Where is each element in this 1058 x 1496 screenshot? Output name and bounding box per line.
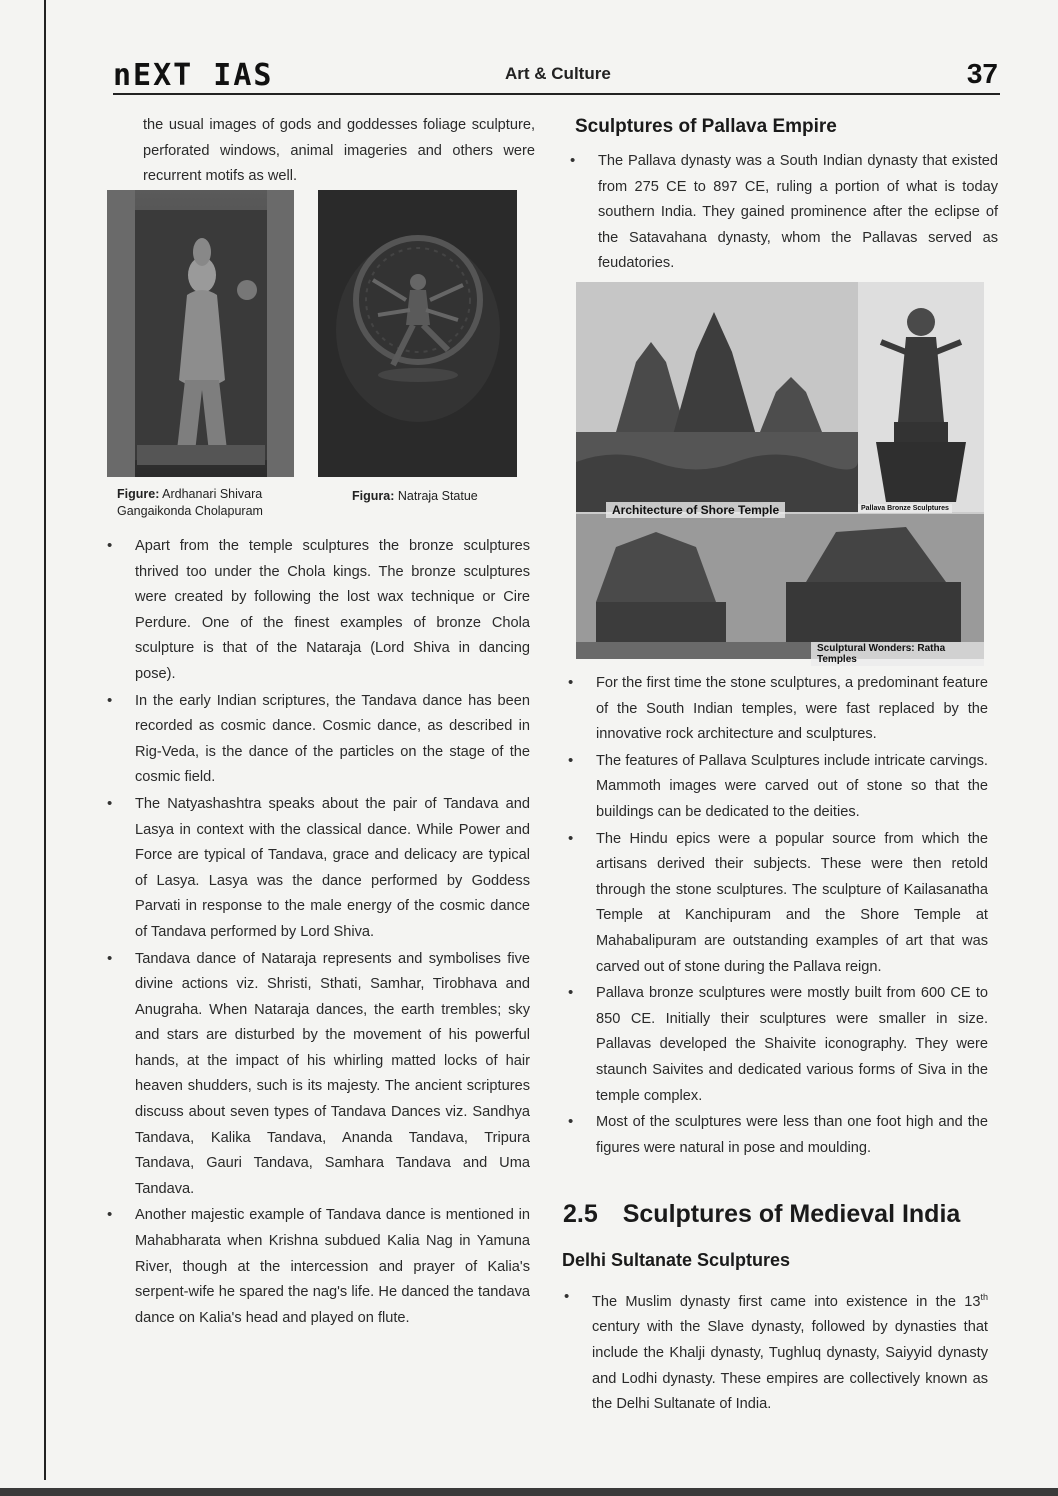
heading-delhi-sultanate: Delhi Sultanate Sculptures <box>562 1250 791 1270</box>
list-item: • The Hindu epics were a popular source from which the artisans derived their subjects. These were then retold through the stone sculptures. The sculpture of Kailasanatha Temple at Kanchipuram and the Shore Temple at Mahabalipuram are outstanding examples of art that was carved out of stone during the Pallava reign. <box>568 829 988 975</box>
list-item: • Tandava dance of Nataraja represents and symbolises five divine actions viz. Shristi, Sthati, Samhar, Tirobhava and Anugraha. When Nataraja dances, the earth trembles; sky and stars are disturbed by the movement of his powerful hands, at the impact of his whirling matted locks of hair heaven shudders, such is its majesty. The ancient scriptures discuss about seven types of Tandava Dances viz. Sandhya Tandava, Kalika Tandava, Ananda Tandava, Tripura Tandava, Gauri Tandava, Samhara Tandava and Uma Tandava. <box>107 949 530 1197</box>
natraja-statue-photo <box>318 190 517 477</box>
pallava-collage <box>576 282 984 665</box>
figure-label: Figure: <box>117 487 160 501</box>
bronze-sculptures-label: Pallava Bronze Sculptures <box>858 504 952 513</box>
list-item: • The Muslim dynasty first came into existence in the 13th century with the Slave dynasty, followed by dynasties that include the Khalji dynasty, Tughluq dynasty, Saiyyid dynasty and Lodhi dynasty. These empires are collectively known as the Delhi Sultanate of India. <box>564 1288 988 1413</box>
shore-temple-label: Architecture of Shore Temple <box>606 502 785 518</box>
pallava-bullet-list <box>566 671 988 1162</box>
section-heading-title: Sculptures of Medieval India <box>622 1200 961 1228</box>
ratha-temples-label: Sculptural Wonders: Ratha Temples <box>811 642 984 666</box>
section-heading <box>563 1200 960 1229</box>
left-bullet-list <box>105 534 530 1332</box>
heading-pallava: Sculptures of Pallava Empire <box>575 116 837 137</box>
page-header <box>113 58 998 92</box>
delhi-bullet-list <box>562 1285 988 1419</box>
figure-caption-natraja <box>352 488 532 505</box>
left-margin-rule <box>44 0 46 1480</box>
figure-caption-text: Ardhanari Shivara Gangaikonda Cholapuram <box>117 487 263 518</box>
figure-caption-text: Natraja Statue <box>397 489 478 503</box>
list-item: • Another majestic example of Tandava dance is mentioned in Mahabharata when Krishna subdued Kalia Nag in Yamuna River, though at the intercession and prayer of Kalia's serpent-wife he spared the nag's life. He danced the tandava dance on Kalia's head and played on flute. <box>107 1206 530 1326</box>
header-rule <box>113 93 1000 95</box>
bottom-edge <box>0 1488 1058 1496</box>
page-number: 37 <box>966 58 998 89</box>
pallava-intro-list <box>568 149 998 278</box>
section-number: 2.5 <box>563 1200 598 1228</box>
section-title: Art & Culture <box>505 64 611 83</box>
list-item: • Pallava bronze sculptures were mostly built from 600 CE to 850 CE. Initially their sculptures were smaller in size. Pallavas developed the Shaivite iconography. They were staunch Saivites and dedicated various forms of Siva in the temple complex. <box>568 984 988 1104</box>
list-item: • In the early Indian scriptures, the Tandava dance has been recorded as cosmic dance. Cosmic dance, as described in Rig-Veda, is the dance of the particles on the stage of the cosmic field. <box>107 691 530 786</box>
figure-label: Figura: <box>352 489 395 503</box>
list-item: • The Natyashashtra speaks about the pair of Tandava and Lasya in context with the classical dance. While Power and Force are typical of Tandava, grace and delicacy are typical of Lasya. Lasya was the dance performed by Goddess Parvati in response to the male energy of the cosmic dance of Tandava performed by Lord Shiva. <box>107 794 530 940</box>
figure-caption-ardhanari <box>117 486 327 520</box>
ardhanari-shivara-photo <box>107 190 294 477</box>
list-item: • For the first time the stone sculptures, a predominant feature of the South Indian temples, were fast replaced by the innovative rock architecture and sculptures. <box>568 674 988 743</box>
brand-logo: nEXT IAS <box>113 58 274 93</box>
list-item: • The features of Pallava Sculptures include intricate carvings. Mammoth images were carved out of stone so that the buildings can be dedicated to the deities. <box>568 751 988 820</box>
list-item: • The Pallava dynasty was a South Indian dynasty that existed from 275 CE to 897 CE, ruling a portion of what is today southern India. They gained prominence after the eclipse of the Satavahana dynasty, whom the Pallavas served as feudatories. <box>570 152 998 272</box>
list-item: • Apart from the temple sculptures the bronze sculptures thrived too under the Chola kings. The bronze sculptures were created by following the lost wax technique or Cire Perdure. One of the finest examples of bronze Chola sculpture is that of the Nataraja (Lord Shiva in dancing pose). <box>107 537 530 682</box>
intro-paragraph: the usual images of gods and goddesses foliage sculpture, perforated windows, animal imageries and others were recurrent motifs as well. <box>143 117 535 184</box>
list-item: • Most of the sculptures were less than one foot high and the figures were natural in pose and moulding. <box>568 1113 988 1156</box>
